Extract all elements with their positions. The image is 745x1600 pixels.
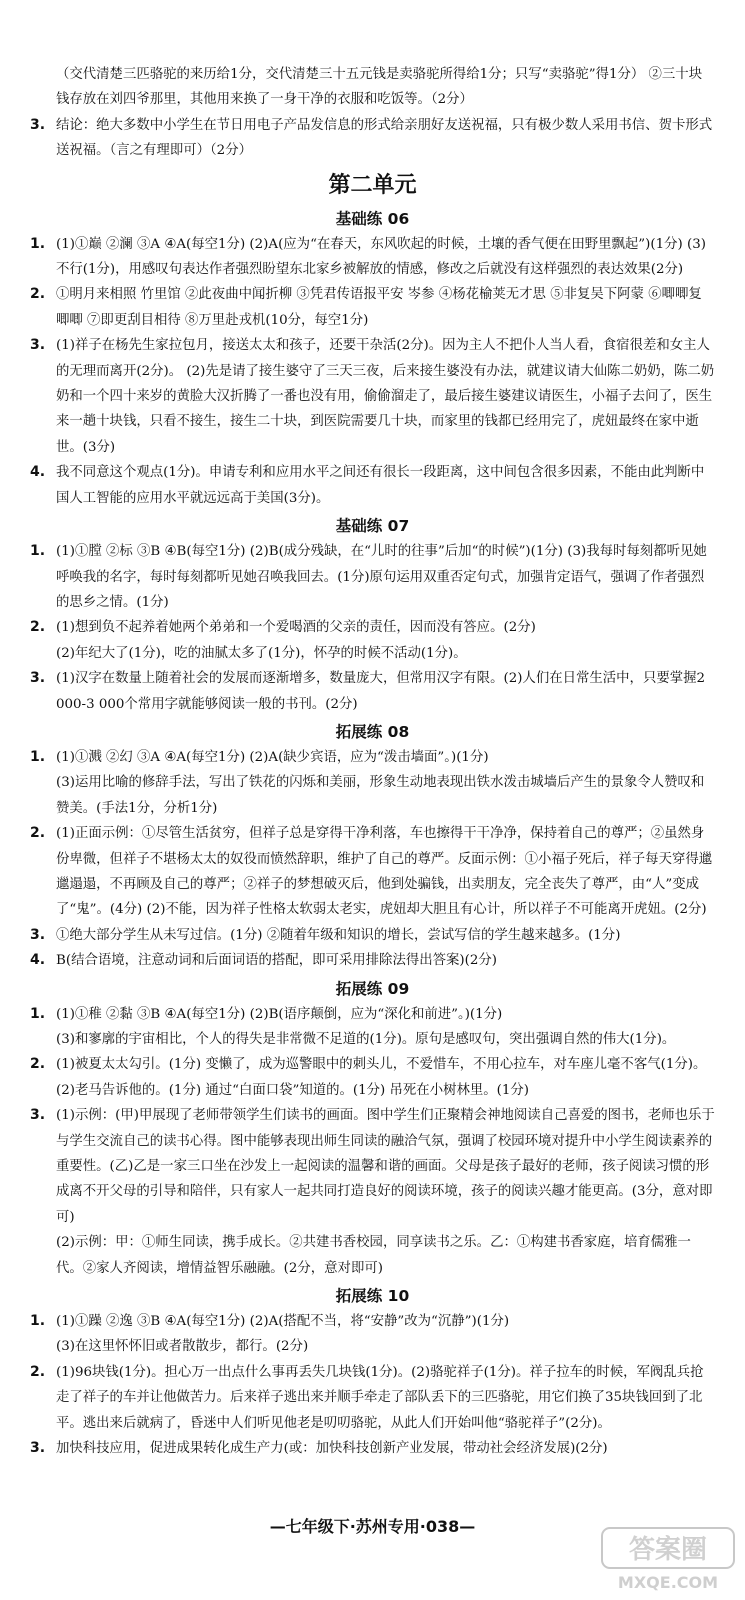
item-text: (1)①溅 ②幻 ③A ④A(每空1分) (2)A(缺少宾语，应为“泼击墙面”。)(1分) xyxy=(56,749,489,765)
item-text: ①明月来相照 竹里馆 ②此夜曲中闻折柳 ③凭君传语报平安 岑参 ④杨花榆荚无才思 ⑤非复吴下阿蒙 ⑥唧唧复唧唧 ⑦即更刮目相待 ⑧万里赴戎机(10分，每空1分) xyxy=(56,287,702,328)
item-number: 4. xyxy=(30,952,46,969)
item-number: 2. xyxy=(30,1056,46,1073)
item-text: (1)①巅 ②澜 ③A ④A(每空1分) (2)A(应为“在春天，东风吹起的时候，土壤的香气便在田野里飘起”)(1分) (3)不行(1分)，用感叹句表达作者强烈盼望东北家乡被解放的情感，修改之后就没有这样强烈的表达效果(2分) xyxy=(56,236,706,278)
item-subpart: (3)在这里怀怀旧或者散散步，都行。(2分) xyxy=(56,1339,309,1355)
watermark-logo xyxy=(598,1524,738,1594)
item-text: (1)96块钱(1分)。担心万一出点什么事再丢失几块钱(1分)。(2)骆驼祥子(1分)。祥子拉车的时候，军阀乱兵抢走了祥子的车并让他做苦力。后来祥子逃出来并顺手牵走了部队丢下的三匹骆驼，用它们换了35块钱回到了北平。逃出来后就病了，昏迷中人们听见他老是叨叨骆驼，从此人们开始叫他“骆驼祥子”(2分)。 xyxy=(56,1364,704,1431)
answer-item xyxy=(0,282,745,333)
section-title-08: 拓展练 08 xyxy=(335,722,410,741)
answer-item xyxy=(0,1103,745,1230)
item-text: (1)正面示例：①尽管生活贫穷，但祥子总是穿得干净利落，车也擦得干干净净，保持着自己的尊严；②虽然身份卑微，但祥子不堪杨太太的奴役而愤然辞职，维护了自己的尊严。反面示例：①小福子死后，祥子每天穿得邋邋遢遢，不再顾及自己的尊严；②祥子的梦想破灭后，他到处骗钱，出卖朋友，完全丧失了尊严，由“人”变成了“鬼”。(4分) (2)不能，因为祥子性格太软弱太老实，虎妞却大胆且有心计，所以祥子不可能离开虎妞。(2分) xyxy=(56,826,713,918)
item-number: 3. xyxy=(30,1440,46,1457)
answer-item xyxy=(0,1002,745,1027)
unit-title: 第二单元 xyxy=(328,172,417,198)
answer-item xyxy=(0,1436,745,1461)
item-text: (1)想到负不起养着她两个弟弟和一个爱喝酒的父亲的责任，因而没有答应。(2分) xyxy=(56,620,536,636)
item-text: (1)汉字在数量上随着社会的发展而逐渐增多，数量庞大，但常用汉字有限。(2)人们在日常生活中，只要掌握2 000-3 000个常用字就能够阅读一般的书刊。(2分) xyxy=(56,671,706,712)
answer-item xyxy=(0,1309,745,1334)
item-number: 2. xyxy=(30,825,46,842)
item-text: (1)被夏太太勾引。(1分) 变懒了，成为巡警眼中的刺头儿，不爱惜车，不用心拉车，对车座儿毫不客气(1分)。(2)老马告诉他的。(1分) 通过“白面口袋”知道的。(1分) 吊死在小树林里。(1分) xyxy=(56,1057,707,1098)
answer-item-3 xyxy=(0,113,745,164)
answer-item xyxy=(0,666,745,717)
item-number: 2. xyxy=(30,286,46,303)
item-text: (1)①躁 ②逸 ③B ④A(每空1分) (2)A(搭配不当，将“安静”改为“沉静”)(1分) xyxy=(56,1314,510,1330)
section-title-10: 拓展练 10 xyxy=(335,1287,410,1306)
answer-item xyxy=(0,1360,745,1436)
answer-continuation: （交代清楚三匹骆驼的来历给1分，交代清楚三十五元钱是卖骆驼所得给1分；只写“卖骆驼”得1分） ②三十块钱存放在刘四爷那里，其他用来换了一身干净的衣服和吃饭等。（2分） xyxy=(56,67,703,108)
item-text: B(结合语境，注意动词和后面词语的搭配，即可采用排除法得出答案)(2分) xyxy=(56,953,497,969)
answer-item xyxy=(0,821,745,923)
item-subpart: (2)年纪大了(1分)，吃的油腻太多了(1分)，怀孕的时候不活动(1分)。 xyxy=(56,645,467,661)
section-title-06: 基础练 06 xyxy=(335,209,410,228)
item-number: 3. xyxy=(30,116,46,133)
answer-item xyxy=(0,333,745,460)
item-number: 1. xyxy=(30,235,46,252)
item-number: 3. xyxy=(30,926,46,943)
item-text: (1)①稚 ②黏 ③B ④A(每空1分) (2)B(语序颠倒，应为“深化和前进”。)(1分) xyxy=(56,1006,503,1022)
answer-item xyxy=(0,745,745,770)
item-number: 1. xyxy=(30,1313,46,1330)
answer-item xyxy=(0,948,745,973)
item-number: 3. xyxy=(30,670,46,687)
item-subpart: (3)运用比喻的修辞手法，写出了铁花的闪烁和美丽，形象生动地表现出铁水泼击城墙后产生的景象令人赞叹和赞美。(手法1分，分析1分) xyxy=(56,775,705,816)
item-number: 1. xyxy=(30,543,46,560)
answer-item xyxy=(0,460,745,511)
answer-item xyxy=(0,539,745,615)
item-text: 结论：绝大多数中小学生在节日用电子产品发信息的形式给亲朋好友送祝福，只有极少数人采用书信、贺卡形式送祝福。（言之有理即可）（2分） xyxy=(56,117,713,159)
item-number: 2. xyxy=(30,619,46,636)
answer-item xyxy=(0,923,745,948)
item-text: 加快科技应用，促进成果转化成生产力(或：加快科技创新产业发展，带动社会经济发展)(2分) xyxy=(56,1441,608,1457)
item-number: 3. xyxy=(30,1107,46,1124)
section-title-09: 拓展练 09 xyxy=(335,979,410,998)
item-text: (1)示例：(甲)甲展现了老师带领学生们读书的画面。图中学生们正聚精会神地阅读自己喜爱的图书，老师也乐于与学生交流自己的读书心得。图中能够表现出师生同读的融洽气氛，强调了校园环境对提升中小学生阅读素养的重要性。(乙)乙是一家三口坐在沙发上一起阅读的温馨和谐的画面。父母是孩子最好的老师，孩子阅读习惯的形成离不开父母的引导和陪伴，只有家人一起共同打造良好的阅读环境，孩子的阅读兴趣才能更高。(3分，意对即可) xyxy=(56,1108,715,1225)
answer-item xyxy=(0,615,745,640)
item-text: 我不同意这个观点(1分)。申请专利和应用水平之间还有很长一段距离，这中间包含很多因素，不能由此判断中国人工智能的应用水平就远远高于美国(3分)。 xyxy=(56,465,705,506)
item-text: ①绝大部分学生从未写过信。(1分) ②随着年级和知识的增长，尝试写信的学生越来越多。(1分) xyxy=(56,927,621,943)
item-number: 2. xyxy=(30,1363,46,1380)
item-text: (1)祥子在杨先生家拉包月，接送太太和孩子，还要干杂活(2分)。因为主人不把仆人当人看，食宿很差和女主人的无理而离开(2分)。 (2)先是请了接生婆守了三天三夜，后来接生婆没有办法，就建议请大仙陈二奶奶，陈二奶奶和一个四十来岁的黄脸大汉折腾了一番也没有用，偷偷溜走了，最后接生婆建议请医生，小福子去问了，医生来一趟十块钱，只看不接生，接生二十块，到医院需要几十块，而家里的钱都已经用完了，虎妞最终在家中逝世。(3分) xyxy=(56,338,715,455)
section-title-07: 基础练 07 xyxy=(335,517,410,536)
item-text: (1)①膛 ②标 ③B ④B(每空1分) (2)B(成分残缺，在“儿时的往事”后加“的时候”)(1分) (3)我每时每刻都听见她呼唤我的名字，每时每刻都听见她召唤我回去。(1分)原句运用双重否定句式，加强肯定语气，强调了作者强烈的思乡之情。(1分) xyxy=(56,544,707,610)
answer-item xyxy=(0,1052,745,1103)
item-subpart: (3)和寥廓的宇宙相比，个人的得失是非常微不足道的(1分)。原句是感叹句，突出强调自然的伟大(1分)。 xyxy=(56,1032,676,1047)
answer-content xyxy=(0,62,745,1462)
watermark-url: MXQE.COM xyxy=(617,1573,719,1592)
item-number: 3. xyxy=(30,337,46,354)
item-subpart: (2)示例：甲：①师生同读，携手成长。②共建书香校园，同享读书之乐。乙：①构建书香家庭，培育儒雅一代。②家人齐阅读，增情益智乐融融。(2分，意对即可) xyxy=(56,1235,691,1276)
answer-item xyxy=(0,232,745,283)
item-number: 1. xyxy=(30,1005,46,1022)
page-footer: —七年级下·苏州专用·038— xyxy=(269,1517,476,1536)
item-number: 1. xyxy=(30,748,46,765)
item-number: 4. xyxy=(30,464,46,481)
watermark-logo-text: 答案圈 xyxy=(628,1535,708,1565)
